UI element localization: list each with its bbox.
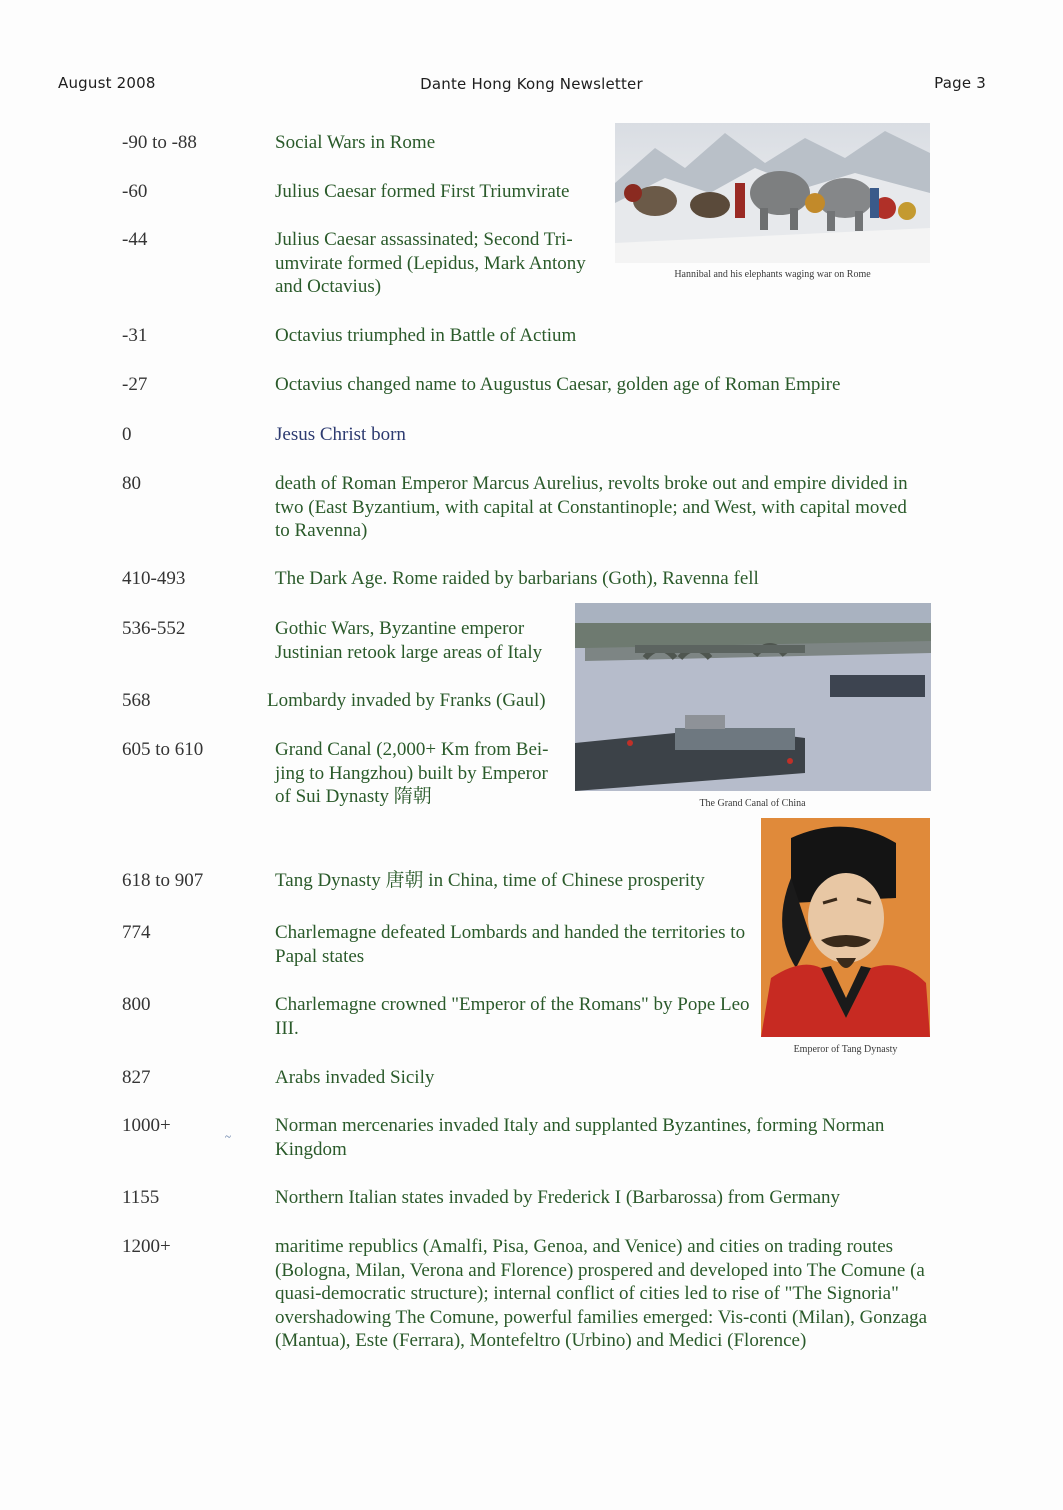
timeline-year: -60 xyxy=(122,181,148,202)
timeline-year: 536-552 xyxy=(122,618,186,639)
timeline-year: 618 to 907 xyxy=(122,870,204,891)
timeline-year: 0 xyxy=(122,424,132,445)
image-caption: Hannibal and his elephants waging war on Rome xyxy=(674,269,871,280)
timeline-year: 568 xyxy=(122,690,151,711)
image-caption: The Grand Canal of China xyxy=(699,798,806,809)
timeline-year: -44 xyxy=(122,229,148,250)
timeline-year: 1155 xyxy=(122,1187,160,1208)
timeline-year: -90 to -88 xyxy=(122,132,197,153)
timeline-event: Social Wars in Rome xyxy=(275,132,436,153)
timeline-event: Norman mercenaries invaded Italy and supplanted Byzantines, forming Norman Kingdom xyxy=(275,1115,885,1160)
page-number: Page 3 xyxy=(934,74,986,92)
timeline-event: Grand Canal (2,000+ Km from Bei-jing to Hangzhou) built by Emperor of Sui Dynasty 隋朝 xyxy=(275,739,549,807)
timeline-year: 410-493 xyxy=(122,568,186,589)
newsletter-title: Dante Hong Kong Newsletter xyxy=(420,75,643,93)
image-caption: Emperor of Tang Dynasty xyxy=(793,1044,898,1055)
pen-mark-icon: ~ xyxy=(225,1131,231,1143)
timeline-year: 774 xyxy=(122,922,151,943)
timeline-year: -27 xyxy=(122,374,148,395)
timeline-year: 800 xyxy=(122,994,151,1015)
timeline-year: 605 to 610 xyxy=(122,739,204,760)
timeline-event: Gothic Wars, Byzantine emperor Justinian retook large areas of Italy xyxy=(275,618,543,663)
timeline-event: Jesus Christ born xyxy=(275,424,406,445)
timeline-event: Julius Caesar formed First Triumvirate xyxy=(275,181,570,202)
hannibal-elephants-illustration-icon xyxy=(615,123,930,263)
timeline-event: Octavius triumphed in Battle of Actium xyxy=(275,325,577,346)
timeline-event: Charlemagne defeated Lombards and handed the territories to Papal states xyxy=(275,922,746,967)
timeline-year: -31 xyxy=(122,325,148,346)
timeline-event: Julius Caesar assassinated; Second Tri-umvirate formed (Lepidus, Mark Antony and Octavius) xyxy=(275,229,586,297)
timeline-event: Octavius changed name to Augustus Caesar, golden age of Roman Empire xyxy=(275,374,841,395)
timeline-event: Northern Italian states invaded by Frederick I (Barbarossa) from Germany xyxy=(275,1187,841,1208)
timeline-event: Lombardy invaded by Franks (Gaul) xyxy=(267,690,546,711)
timeline-year: 827 xyxy=(122,1067,151,1088)
timeline-event: Arabs invaded Sicily xyxy=(275,1067,435,1088)
timeline-event: Charlemagne crowned "Emperor of the Romans" by Pope Leo III. xyxy=(275,994,750,1039)
timeline-event: death of Roman Emperor Marcus Aurelius, revolts broke out and empire divided in two (East Byzantium, with capital at Constantinople; and West, with capital moved to Ravenna) xyxy=(275,473,908,541)
grand-canal-photo-icon xyxy=(575,603,931,791)
timeline-year: 1200+ xyxy=(122,1236,171,1257)
timeline-event: The Dark Age. Rome raided by barbarians (Goth), Ravenna fell xyxy=(275,568,759,589)
timeline-event: Tang Dynasty 唐朝 in China, time of Chinese prosperity xyxy=(275,870,705,891)
timeline-year: 80 xyxy=(122,473,141,494)
tang-emperor-portrait-icon xyxy=(761,818,930,1037)
timeline-year: 1000+ xyxy=(122,1115,171,1136)
timeline-event: maritime republics (Amalfi, Pisa, Genoa, and Venice) and cities on trading routes (Bologna, Milan, Verona and Florence) prospered and developed into The Comune (a quasi-democratic structure); internal conflict of cities led to rise of "The Signoria" overshadowing The Comune, powerful families emerged: Vis-conti (Milan), Gonzaga (Mantua), Este (Ferrara), Montefeltro (Urbino) and Medici (Florence) xyxy=(275,1236,928,1351)
header-date: August 2008 xyxy=(58,74,156,92)
